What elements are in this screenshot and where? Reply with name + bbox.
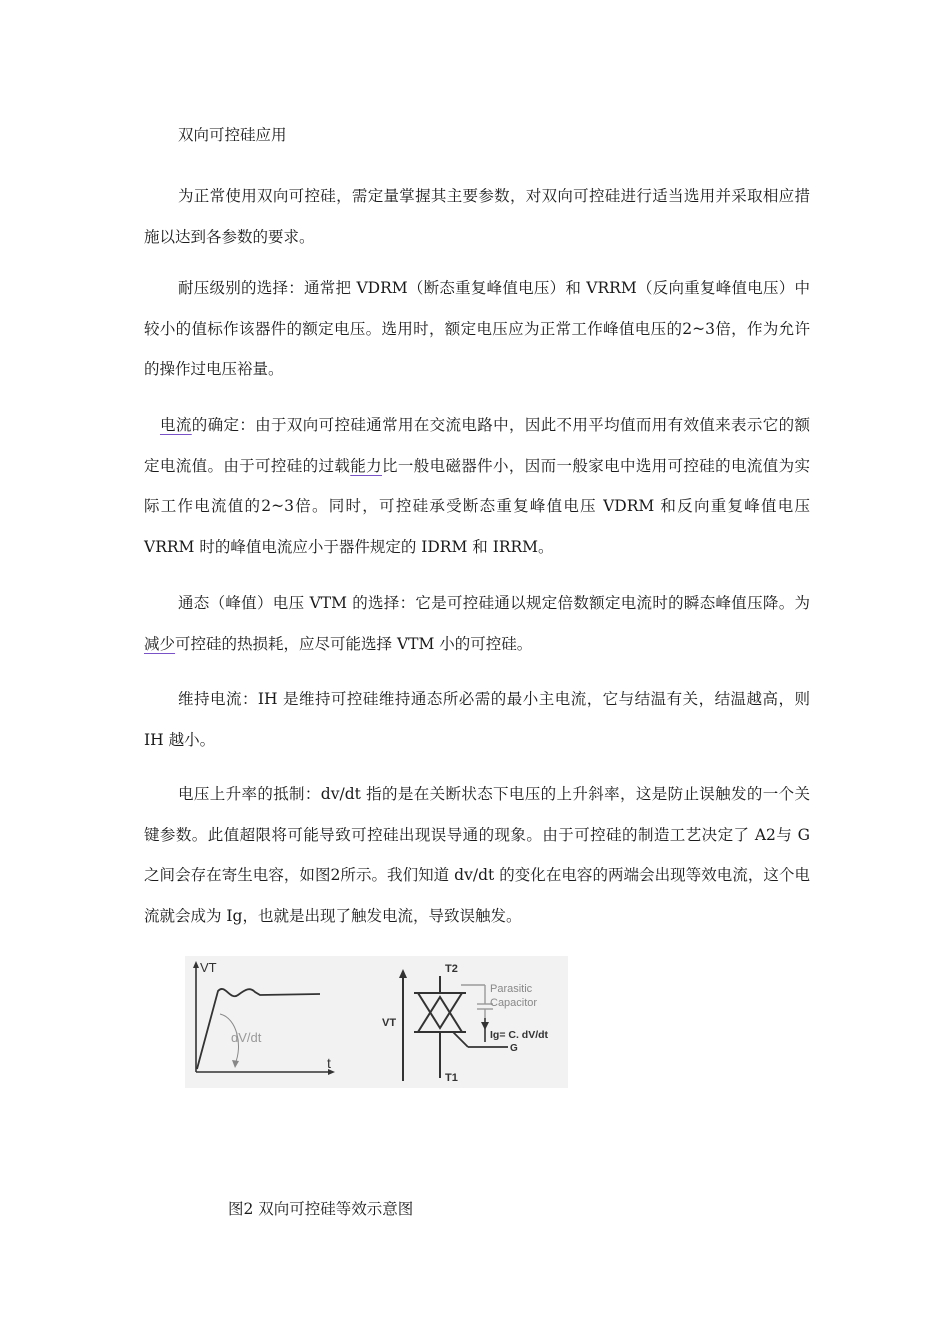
- paragraph-vtm-text-2: 可控硅的热损耗，应尽可能选择 VTM 小的可控硅。: [175, 634, 533, 653]
- graph-slope-label: dV/dt: [231, 1030, 262, 1045]
- graph-y-arrow-icon: [193, 961, 199, 968]
- paragraph-voltage-rating: 耐压级别的选择：通常把 VDRM（断态重复峰值电压）和 VRRM（反向重复峰值电压）中较小的值标作该器件的额定电压。选用时，额定电压应为正常工作峰值电压的2~3倍，作为允许的操作过电压裕量。: [144, 279, 810, 378]
- graph-y-label: VT: [200, 960, 217, 975]
- paragraph-dvdt: 电压上升率的抵制：dv/dt 指的是在关断状态下电压的上升斜率，这是防止误触发的一个关键参数。此值超限将可能导致可控硅出现误导通的现象。由于可控硅的制造工艺决定了 A2与 G 之间会存在寄生电容，如图2所示。我们知道 dv/dt 的变化在电容的两端会出现等效电流，这个电流就会成为 Ig，也就是出现了触发电流，导致误触发。: [144, 785, 810, 925]
- ig-arrow-icon: [481, 1022, 489, 1030]
- gate-diagonal: [453, 1032, 468, 1047]
- paragraph-vtm-text-1: 通态（峰值）电压 VTM 的选择：它是可控硅通以规定倍数额定电流时的瞬态峰值压降。为: [178, 594, 810, 612]
- figure-caption: 图2 双向可控硅等效示意图: [228, 1200, 414, 1218]
- paragraph-current-text-2: 比一般电磁器件小，因而一般家电中选用可控硅的电流值为实际工作电流值的2~3倍。同时，可控硅承受断态重复峰值电压 VDRM 和反向重复峰值电压 VRRM 时的峰值电流应小于器件规定的 IDRM 和 IRRM。: [144, 456, 810, 556]
- graph-x-label: t: [327, 1055, 331, 1071]
- vt-arrow-icon: [399, 969, 407, 978]
- voltage-curve: [197, 989, 320, 1069]
- paragraph-on-state-voltage: [144, 583, 810, 664]
- paragraph-holding-current: 维持电流：IH 是维持可控硅维持通态所必需的最小主电流，它与结温有关，结温越高，则 IH 越小。: [144, 690, 810, 749]
- circuit-t1-label: T1: [445, 1072, 458, 1084]
- figure-svg: [185, 956, 568, 1088]
- ig-formula-label: Ig= C. dV/dt: [490, 1029, 549, 1041]
- section-heading: 双向可控硅应用: [178, 126, 287, 144]
- circuit-t2-label: T2: [445, 963, 458, 975]
- paragraph-intro: 为正常使用双向可控硅，需定量掌握其主要参数，对双向可控硅进行适当选用并采取相应措施以达到各参数的要求。: [144, 187, 810, 246]
- voltage-rise-graph: [193, 961, 335, 1075]
- link-capability[interactable]: 能力: [350, 456, 382, 475]
- paragraph-current-rating: [144, 405, 810, 567]
- capacitor-label-line2: Capacitor: [490, 997, 538, 1009]
- slope-arrow-icon: [232, 1060, 239, 1068]
- circuit-g-label: G: [510, 1043, 518, 1054]
- figure-triac-equivalent: [185, 956, 568, 1088]
- capacitor-label-line1: Parasitic: [490, 983, 533, 995]
- link-reduce[interactable]: 减少: [144, 634, 176, 653]
- paragraph-current-text-1: 的确定：由于双向可控硅通常用在交流电路中，因此不用平均值而用有效值来表示它的额定电流值。由于可控硅的过载: [144, 416, 810, 475]
- link-current[interactable]: 电流: [160, 416, 192, 434]
- circuit-vt-label: VT: [382, 1017, 397, 1029]
